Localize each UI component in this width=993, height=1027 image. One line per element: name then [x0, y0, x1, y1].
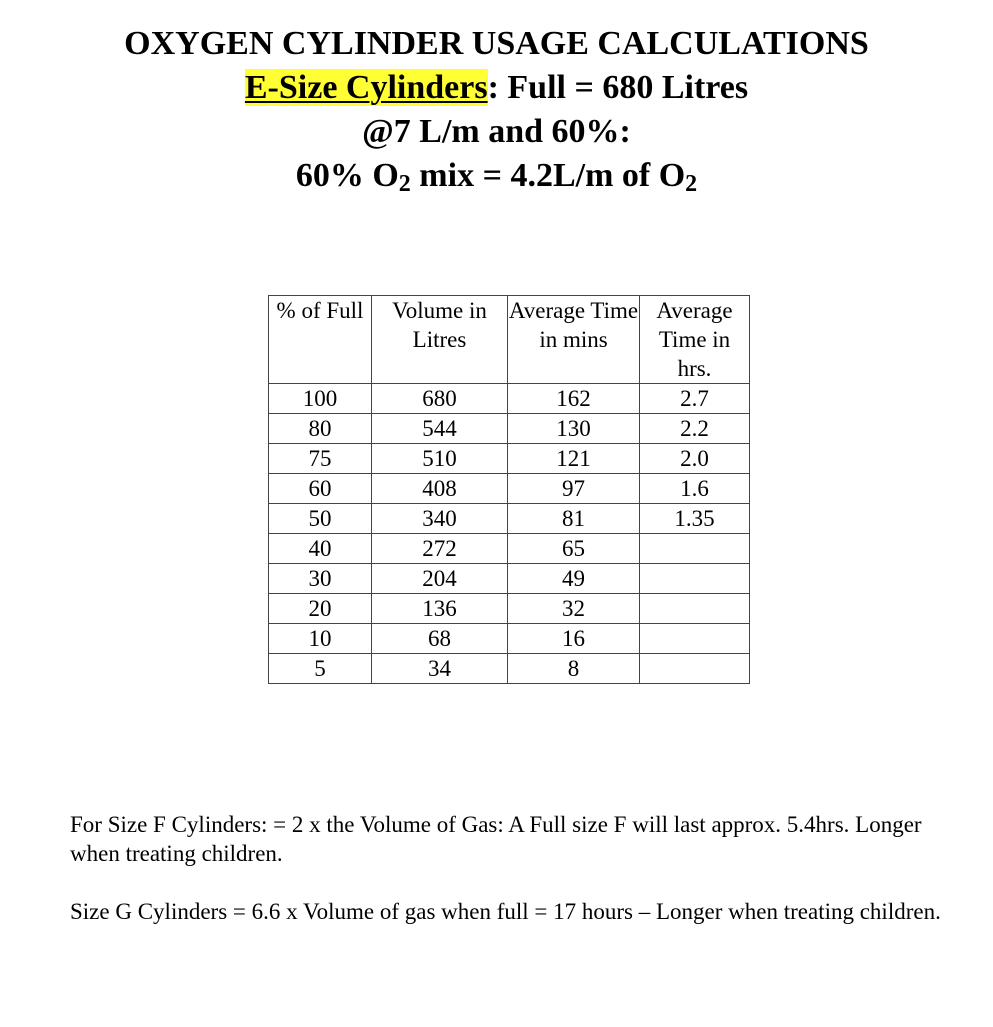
- table-cell: [640, 594, 750, 624]
- mix-line: [0, 154, 993, 201]
- table-cell: 1.35: [640, 504, 750, 534]
- page-title: OXYGEN CYLINDER USAGE CALCULATIONS: [124, 25, 869, 62]
- table-cell: 680: [372, 384, 508, 414]
- table-cell: 81: [508, 504, 640, 534]
- table-cell: 2.2: [640, 414, 750, 444]
- table-row: [269, 624, 750, 654]
- flow-rate-line: @7 L/m and 60%:: [362, 113, 631, 150]
- table-cell: 340: [372, 504, 508, 534]
- table-row: [269, 384, 750, 414]
- usage-table: [268, 295, 750, 684]
- table-cell: 2.0: [640, 444, 750, 474]
- table-cell: 16: [508, 624, 640, 654]
- table-cell: 10: [269, 624, 372, 654]
- table-cell: 80: [269, 414, 372, 444]
- table-cell: 32: [508, 594, 640, 624]
- size-f-note: For Size F Cylinders: = 2 x the Volume of Gas: A Full size F will last approx. 5.4hrs. Longer when treating children.: [70, 812, 922, 866]
- table-row: [269, 504, 750, 534]
- column-header-time-mins: Average Time in mins: [508, 296, 640, 384]
- table-cell: 40: [269, 534, 372, 564]
- table-row: [269, 534, 750, 564]
- table-row: [269, 414, 750, 444]
- table-cell: 1.6: [640, 474, 750, 504]
- table-row: [269, 444, 750, 474]
- table-cell: 272: [372, 534, 508, 564]
- table-row: [269, 564, 750, 594]
- table-cell: 49: [508, 564, 640, 594]
- table-cell: 34: [372, 654, 508, 684]
- table-cell: 65: [508, 534, 640, 564]
- table-cell: 544: [372, 414, 508, 444]
- table-cell: 20: [269, 594, 372, 624]
- full-volume-text: : Full = 680 Litres: [487, 69, 749, 106]
- table-cell: [640, 564, 750, 594]
- column-header-percent-full: % of Full: [269, 296, 372, 384]
- table-cell: 162: [508, 384, 640, 414]
- table-cell: 510: [372, 444, 508, 474]
- table-cell: 75: [269, 444, 372, 474]
- table-row: [269, 654, 750, 684]
- subscript-2: 2: [398, 171, 411, 197]
- table-cell: 50: [269, 504, 372, 534]
- table-cell: 100: [269, 384, 372, 414]
- subscript-2: 2: [685, 171, 698, 197]
- table-cell: 130: [508, 414, 640, 444]
- cylinder-size-line: [0, 66, 993, 110]
- notes-section: [70, 810, 970, 955]
- column-header-time-hrs: Average Time in hrs.: [640, 296, 750, 384]
- table-cell: 408: [372, 474, 508, 504]
- table-cell: 204: [372, 564, 508, 594]
- table-cell: 97: [508, 474, 640, 504]
- mix-text-a: 60% O: [295, 157, 399, 194]
- table-cell: 5: [269, 654, 372, 684]
- column-header-volume: Volume in Litres: [372, 296, 508, 384]
- table-cell: 60: [269, 474, 372, 504]
- table-cell: 8: [508, 654, 640, 684]
- table-cell: [640, 654, 750, 684]
- table-row: [269, 474, 750, 504]
- table-cell: 136: [372, 594, 508, 624]
- table-row: [269, 594, 750, 624]
- table-cell: 30: [269, 564, 372, 594]
- document-header: [0, 22, 993, 201]
- table-cell: [640, 624, 750, 654]
- table-cell: 2.7: [640, 384, 750, 414]
- table-cell: 68: [372, 624, 508, 654]
- table-header-row: [269, 296, 750, 384]
- table-cell: 121: [508, 444, 640, 474]
- mix-text-b: mix = 4.2L/m of O: [410, 157, 686, 194]
- size-g-note: Size G Cylinders = 6.6 x Volume of gas when full = 17 hours – Longer when treating children.: [70, 899, 941, 924]
- table-cell: [640, 534, 750, 564]
- highlighted-cylinder-size: E-Size Cylinders: [244, 69, 488, 106]
